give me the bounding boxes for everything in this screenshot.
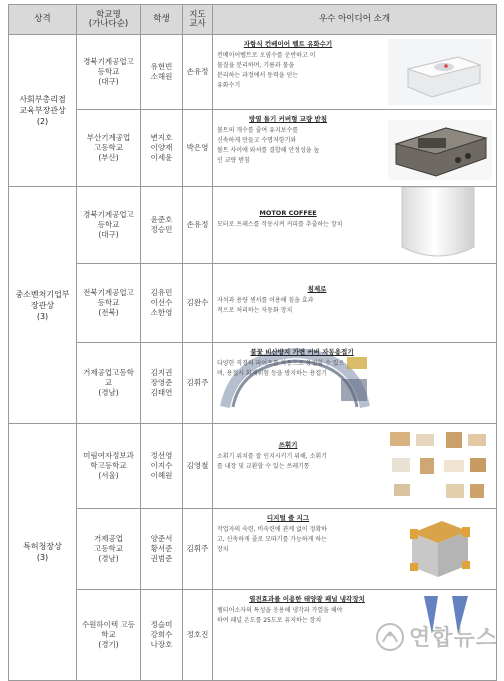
teacher-cell: 손유정 [183,35,213,110]
idea-cell [213,509,497,590]
idea-desc: 소휘기 위치를 잘 인지시키기 위해, 소휘기 를 내장 및 교환할 수 있는 쓰레기통 [217,453,327,470]
school-cell: 전북기계공업고 등학교 (전북) [77,264,141,343]
teacher-cell: 정호진 [183,590,213,681]
idea-title: 침제로 [307,285,327,293]
school-cell: 미림여자정보과 학고등학교 (서울) [77,424,141,509]
idea-title: 열전효과를 이용한 태양광 패널 냉각장치 [249,595,365,603]
school-cell: 경북기계공업고 등학교 (대구) [77,35,141,110]
school-cell: 거제공업 고등학교 (경남) [77,509,141,590]
students-cell: 변지호 이양재 이세윤 [141,110,183,187]
school-cell: 부산기계공업 고등학교 (부산) [77,110,141,187]
header-idea: 우수 아이디어 소개 [213,5,497,35]
idea-cell [213,35,497,110]
award-cell: 특허청장상 (3) [9,424,77,681]
motor-coffee-image [392,187,484,261]
idea-title: 쓰휘기 [278,441,298,449]
teacher-cell: 김영철 [183,424,213,509]
teacher-cell: 박은영 [183,110,213,187]
table-row [9,110,497,187]
idea-title: 자항식 컨베이어 벨트 유화수기 [243,40,333,48]
header-row [9,5,497,35]
teacher-cell: 김휘주 [183,509,213,590]
table-row [9,424,497,509]
idea-title: MOTOR COFFEE [259,209,317,217]
header-teacher: 지도 교사 [183,5,213,35]
yonhap-logo-icon [375,622,405,652]
table-row [9,343,497,424]
students-cell: 김지권 장영준 김태연 [141,343,183,424]
idea-desc: 모터로 프레스를 작동시켜 커피를 추출하는 장치 [217,221,343,228]
header-award: 상격 [9,5,77,35]
watermark [375,621,498,652]
watermark-text: 연합뉴스 [408,626,498,651]
idea-desc: 작업자의 숙련, 비숙련에 관계 없이 정확하 고, 신속하게 줄로 모따기를 가능하게 하는 장치 [217,526,327,553]
students-cell: 양준서 황서준 권범준 [141,509,183,590]
idea-cell [213,343,497,424]
idea-desc: 다양한 직경의 파이프를 자동으로 용접할 수 있으 며, 용접시 화재위험 등을 방지하는 용접기 [217,360,345,377]
school-cell: 경북기계공업고 등학교 (대구) [77,187,141,264]
award-cell: 사회부총리겸 교육부장관상 (2) [9,35,77,187]
students-cell: 정슬미 강희수 나장호 [141,590,183,681]
school-cell: 수원하이텍 고등 학교 (경기) [77,590,141,681]
table-row [9,264,497,343]
table-row [9,509,497,590]
oil-separator-image [388,39,492,105]
header-student: 학생 [141,5,183,35]
students-cell: 윤준호 정승민 [141,187,183,264]
header-school: 학교명 (가나다순) [77,5,141,35]
table-row [9,187,497,264]
idea-desc: 자석과 용량 센서를 이용해 침을 효과 적으로 처리하는 자동화 장치 [217,297,314,314]
idea-desc: 펠티어소자의 특성을 응용해 냉각과 가열을 해야 하여 패널 온도를 25도로 유지하는 장치 [217,607,343,624]
school-cell: 거제공업고등학 교 (경남) [77,343,141,424]
file-jig-image [398,513,478,585]
teacher-cell: 김완수 [183,264,213,343]
bridge-bearing-image [388,120,492,180]
idea-title: 디지털 줄 지그 [266,514,310,522]
students-cell: 김유민 이선수 소한영 [141,264,183,343]
trash-bin-image [386,428,490,504]
table-row [9,35,497,110]
idea-desc: 볼트의 개수를 줄여 유지보수를 신속하게 만들고 수명저항기와 볼트 사이에 와셔를 결합해 안정성을 높 인 교량 받침 [217,127,320,164]
teacher-cell: 손유정 [183,187,213,264]
idea-cell [213,187,497,264]
teacher-cell: 김휘주 [183,343,213,424]
idea-desc: 컨베이어벨트로 오염수를 운반하고 이 물질을 분리하며, 기름과 물을 분리하는 과정에서 동력을 얻는 유화수기 [217,52,316,89]
students-cell: 정선영 이지수 이혜원 [141,424,183,509]
idea-cell [213,110,497,187]
award-cell: 중소벤처기업부 장관상 (3) [9,187,77,424]
idea-title: 방열 돌기 커버형 교량 받침 [248,115,328,123]
idea-cell [213,424,497,509]
awards-table [8,4,497,681]
idea-cell [213,264,497,343]
students-cell: 유현빈 소해원 [141,35,183,110]
idea-title: 불꽃 비산방지 가변 커버 자동용접기 [250,348,354,356]
